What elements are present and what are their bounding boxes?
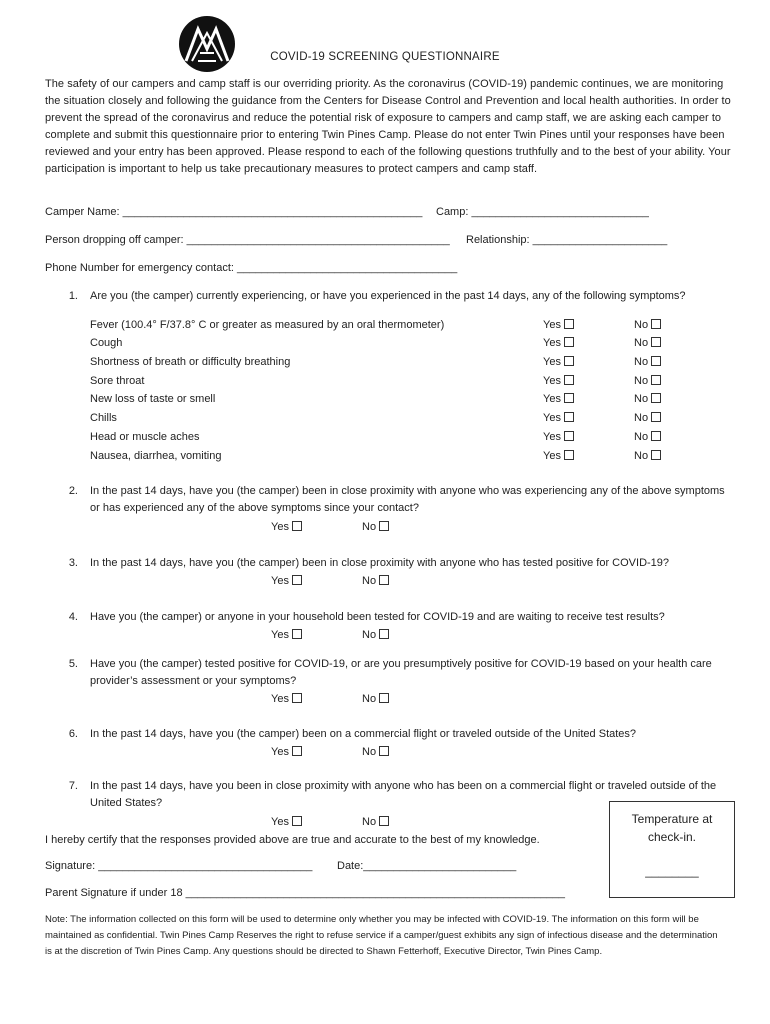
yes-label: Yes xyxy=(543,375,561,387)
symptom-item: Cough xyxy=(90,337,123,349)
yes-label: Yes xyxy=(543,319,561,331)
yes-label: Yes xyxy=(271,816,289,828)
checkbox-icon xyxy=(651,337,661,347)
symptom-item: Head or muscle aches xyxy=(90,431,200,443)
yes-label: Yes xyxy=(543,337,561,349)
question-number: 6. xyxy=(68,728,78,740)
yes-label: Yes xyxy=(271,521,289,533)
confidentiality-note: Note: The information collected on this form will be used to determine only whether you may be infected with COVID-19. The information on this form will be maintained as confidential. Twin Pines Camp Reserves the right to refuse service if a camper/guest exhibits any sign of infectious disease and the determination is at the discretion of Twin Pines Camp. Any questions should be directed to Shawn Fetterhoff, Executive Director, Twin Pines Camp. xyxy=(45,914,718,957)
yes-checkbox[interactable] xyxy=(271,691,302,708)
yes-checkbox[interactable] xyxy=(543,410,574,427)
no-label: No xyxy=(634,319,649,331)
parent-signature-field[interactable]: Parent Signature if under 18 ______________________________________________________________ xyxy=(45,887,565,899)
symptom-item: Fever (100.4° F/37.8° C or greater as measured by an oral thermometer) xyxy=(90,319,445,331)
yes-checkbox[interactable] xyxy=(271,519,302,536)
checkbox-icon xyxy=(651,375,661,385)
checkbox-icon xyxy=(292,575,302,585)
no-checkbox[interactable] xyxy=(634,429,661,446)
checkbox-icon xyxy=(379,746,389,756)
checkbox-icon xyxy=(379,575,389,585)
no-checkbox[interactable] xyxy=(362,814,389,831)
no-checkbox[interactable] xyxy=(634,335,661,352)
no-label: No xyxy=(634,431,649,443)
emergency-phone-field[interactable]: Phone Number for emergency contact: ____________________________________ xyxy=(45,262,458,274)
checkbox-icon xyxy=(564,450,574,460)
question-text: In the past 14 days, have you been in close proximity with anyone who has been on a commercial flight or traveled outside of the United States? xyxy=(90,780,717,809)
yes-checkbox[interactable] xyxy=(271,744,302,761)
symptom-item: New loss of taste or smell xyxy=(90,393,216,405)
no-checkbox[interactable] xyxy=(634,317,661,334)
yes-checkbox[interactable] xyxy=(543,335,574,352)
question-number: 2. xyxy=(68,485,78,497)
no-checkbox[interactable] xyxy=(362,744,389,761)
checkbox-icon xyxy=(651,393,661,403)
signature-field[interactable]: Signature: ___________________________________ xyxy=(45,860,313,872)
no-label: No xyxy=(362,816,377,828)
checkbox-icon xyxy=(564,412,574,422)
no-label: No xyxy=(362,521,377,533)
question-text: In the past 14 days, have you (the camper) been in close proximity with anyone who has tested positive for COVID-19? xyxy=(90,557,670,569)
checkbox-icon xyxy=(651,356,661,366)
checkbox-icon xyxy=(651,412,661,422)
yes-label: Yes xyxy=(271,746,289,758)
yes-label: Yes xyxy=(543,431,561,443)
yes-checkbox[interactable] xyxy=(271,627,302,644)
question-number: 7. xyxy=(68,780,78,792)
question-number: 4. xyxy=(68,611,78,623)
temperature-blank: ________ xyxy=(645,864,699,878)
question-number: 3. xyxy=(68,557,78,569)
symptom-item: Shortness of breath or difficulty breathing xyxy=(90,356,291,368)
no-checkbox[interactable] xyxy=(634,391,661,408)
yes-checkbox[interactable] xyxy=(271,573,302,590)
temperature-label: Temperature at xyxy=(631,812,713,826)
checkbox-icon xyxy=(564,393,574,403)
certify-statement: I hereby certify that the responses provided above are true and accurate to the best of my knowledge. xyxy=(45,834,540,846)
yes-label: Yes xyxy=(271,575,289,587)
no-label: No xyxy=(634,412,649,424)
yes-checkbox[interactable] xyxy=(543,429,574,446)
no-label: No xyxy=(634,393,649,405)
checkbox-icon xyxy=(564,319,574,329)
no-label: No xyxy=(634,337,649,349)
temperature-label-line2: check-in. xyxy=(647,830,697,844)
relationship-field[interactable]: Relationship: ______________________ xyxy=(466,234,668,246)
yes-checkbox[interactable] xyxy=(543,354,574,371)
yes-label: Yes xyxy=(543,356,561,368)
question-text: In the past 14 days, have you (the camper) been in close proximity with anyone who was experiencing any of the above symptoms or has experienced any of the above symptoms since your contact? xyxy=(90,485,725,514)
question-text: Have you (the camper) or anyone in your household been tested for COVID-19 and are waiting to receive test results? xyxy=(90,611,665,623)
no-checkbox[interactable] xyxy=(362,627,389,644)
checkbox-icon xyxy=(379,521,389,531)
no-label: No xyxy=(362,629,377,641)
question-text: Have you (the camper) tested positive for COVID-19, or are you presumptively positive for COVID-19 based on your health care provider’s assessment or your symptoms? xyxy=(90,658,712,687)
no-checkbox[interactable] xyxy=(634,354,661,371)
symptom-item: Sore throat xyxy=(90,375,145,387)
no-label: No xyxy=(634,375,649,387)
yes-label: Yes xyxy=(543,393,561,405)
checkbox-icon xyxy=(292,746,302,756)
checkbox-icon xyxy=(379,693,389,703)
yes-checkbox[interactable] xyxy=(543,373,574,390)
checkbox-icon xyxy=(292,816,302,826)
yes-checkbox[interactable] xyxy=(543,448,574,465)
yes-label: Yes xyxy=(271,629,289,641)
no-label: No xyxy=(362,575,377,587)
person-dropping-field[interactable]: Person dropping off camper: ___________________________________________ xyxy=(45,234,450,246)
no-label: No xyxy=(362,693,377,705)
yes-checkbox[interactable] xyxy=(543,391,574,408)
no-label: No xyxy=(362,746,377,758)
yes-label: Yes xyxy=(271,693,289,705)
no-label: No xyxy=(634,356,649,368)
no-checkbox[interactable] xyxy=(634,410,661,427)
checkbox-icon xyxy=(651,319,661,329)
checkbox-icon xyxy=(564,356,574,366)
yes-label: Yes xyxy=(543,450,561,462)
checkbox-icon xyxy=(379,816,389,826)
no-checkbox[interactable] xyxy=(634,373,661,390)
question-number: 5. xyxy=(68,658,78,670)
checkbox-icon xyxy=(292,693,302,703)
checkbox-icon xyxy=(292,521,302,531)
no-checkbox[interactable] xyxy=(362,573,389,590)
camper-name-field[interactable]: Camper Name: _________________________________________________ xyxy=(45,206,423,218)
question-number: 1. xyxy=(68,290,78,302)
checkbox-icon xyxy=(651,431,661,441)
date-field[interactable]: Date:_________________________ xyxy=(337,860,517,872)
temperature-box[interactable] xyxy=(609,801,735,898)
yes-checkbox[interactable] xyxy=(271,814,302,831)
yes-checkbox[interactable] xyxy=(543,317,574,334)
form-title: COVID-19 SCREENING QUESTIONNAIRE xyxy=(270,51,500,63)
symptom-item: Chills xyxy=(90,412,117,424)
question-text: Are you (the camper) currently experiencing, or have you experienced in the past 14 days, any of the following symptoms? xyxy=(90,290,686,302)
intro-paragraph: The safety of our campers and camp staff is our overriding priority. As the coronavirus (COVID-19) pandemic continues, we are monitoring the situation closely and following the guidance from the Centers for Disease Control and Prevention and local health authorities. In order to prevent the spread of the coronavirus and reduce the potential risk of exposure to campers and camp staff, we are asking each camper to complete and submit this questionnaire prior to entering Twin Pines Camp. Please do not enter Twin Pines until your responses have been reviewed and your entry has been approved. Please respond to each of the following questions truthfully and to the best of your ability. Your participation is important to help us take precautionary measures to protect campers and camp staff. xyxy=(45,78,731,175)
no-checkbox[interactable] xyxy=(362,519,389,536)
checkbox-icon xyxy=(651,450,661,460)
checkbox-icon xyxy=(564,431,574,441)
question-text: In the past 14 days, have you (the camper) been on a commercial flight or traveled outside of the United States? xyxy=(90,728,637,740)
no-label: No xyxy=(634,450,649,462)
checkbox-icon xyxy=(564,337,574,347)
symptom-item: Nausea, diarrhea, vomiting xyxy=(90,450,222,462)
checkbox-icon xyxy=(564,375,574,385)
yes-label: Yes xyxy=(543,412,561,424)
no-checkbox[interactable] xyxy=(362,691,389,708)
checkbox-icon xyxy=(292,629,302,639)
no-checkbox[interactable] xyxy=(634,448,661,465)
camp-field[interactable]: Camp: _____________________________ xyxy=(436,206,649,218)
checkbox-icon xyxy=(379,629,389,639)
